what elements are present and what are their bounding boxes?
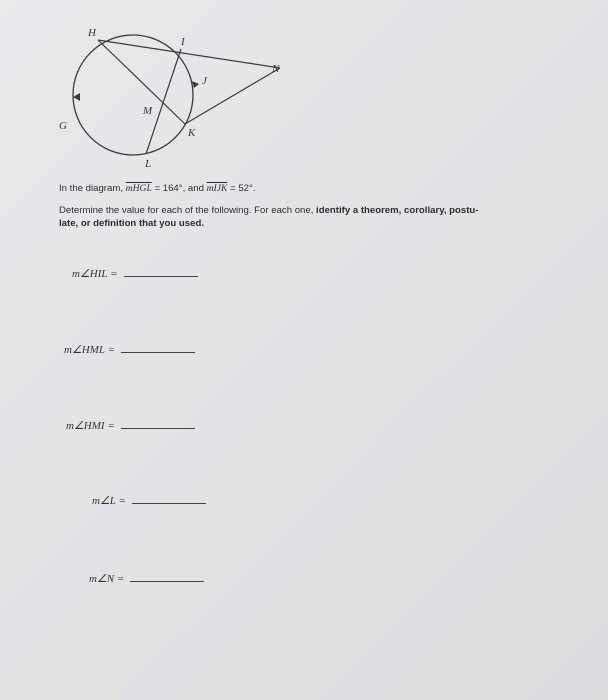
answer-blank[interactable]	[124, 275, 198, 277]
question-n	[89, 572, 204, 585]
label-n: N	[272, 63, 280, 75]
question-label: m∠L =	[92, 495, 126, 507]
circle	[73, 35, 193, 155]
circle-diagram	[50, 22, 300, 172]
arc-hgl-value: = 164°, and	[154, 183, 207, 194]
question-hmi	[66, 419, 195, 432]
question-hil	[72, 267, 198, 280]
label-i: I	[181, 36, 185, 48]
instruction-plain: Determine the value for each of the following. For each one,	[59, 204, 317, 216]
problem-statement	[59, 182, 579, 231]
arc-hgl-name: mHGL	[125, 183, 152, 194]
label-j: J	[202, 75, 207, 87]
arc-ijk-value: = 52°.	[230, 183, 256, 194]
chord-i-l	[146, 49, 181, 154]
arrow-g	[73, 93, 80, 101]
given-arcs	[59, 182, 579, 196]
arc-ijk-name: mIJK	[206, 183, 228, 194]
question-label: m∠HIL =	[72, 268, 118, 280]
label-m: M	[143, 105, 153, 117]
question-hml	[64, 343, 195, 356]
answer-blank[interactable]	[132, 502, 206, 504]
answer-blank[interactable]	[130, 580, 204, 582]
chord-h-k	[98, 40, 185, 124]
question-label: m∠HMI =	[66, 420, 115, 432]
label-h: H	[88, 27, 96, 39]
instruction-bold-line1: identify a theorem, corollary, postu-	[316, 204, 479, 216]
given-prefix: In the diagram,	[59, 183, 126, 194]
secant-h-n	[98, 40, 280, 68]
question-label: m∠N =	[89, 573, 125, 585]
answer-blank[interactable]	[121, 351, 195, 353]
label-g: G	[59, 120, 67, 132]
label-l: L	[145, 158, 152, 170]
secant-k-n	[185, 68, 280, 124]
instructions	[59, 204, 579, 231]
instruction-bold-line2: late, or definition that you used.	[59, 218, 204, 229]
question-l	[92, 494, 206, 507]
answer-blank[interactable]	[121, 427, 195, 429]
question-label: m∠HML =	[64, 344, 116, 356]
label-k: K	[188, 127, 196, 139]
